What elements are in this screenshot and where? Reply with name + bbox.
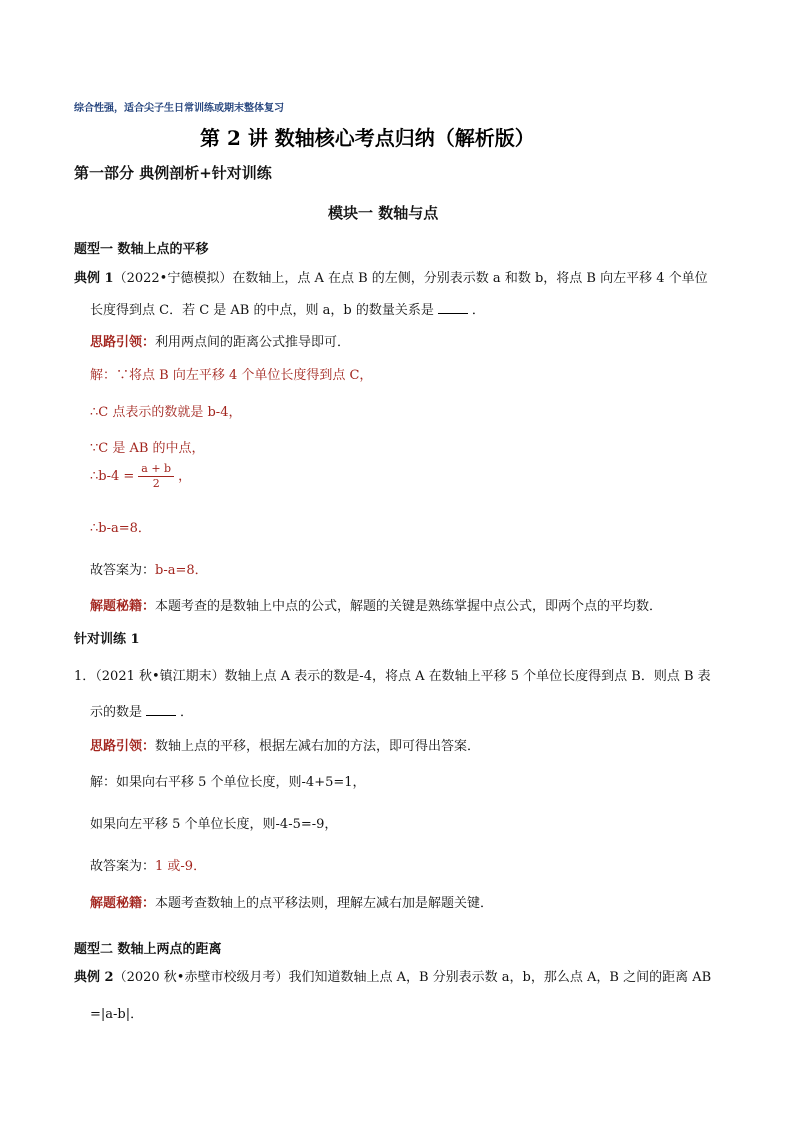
step4-suffix: ， [178, 469, 192, 484]
hint1-text: 利用两点间的距离公式推导即可． [155, 335, 351, 350]
part-heading: 第一部分 典例剖析+针对训练 [74, 164, 272, 182]
module-heading: 模块一 数轴与点 [328, 204, 439, 222]
key1-label: 解题秘籍： [90, 599, 156, 614]
answer2-value: 1 或-9． [155, 859, 207, 874]
key1 [90, 595, 662, 614]
solution1-step4 [90, 462, 191, 491]
type1-heading: 题型一 数轴上点的平移 [74, 242, 209, 257]
training1-question-line1: 1．（2021 秋•镇江期末）数轴上点 A 表示的数是-4，将点 A 在数轴上平移 5 个单位长度得到点 B．则点 B 表 [74, 669, 711, 684]
example1-end: ． [471, 303, 485, 318]
answer-blank [438, 302, 468, 314]
solution1-step2: ∴C 点表示的数就是 b-4， [90, 405, 242, 420]
example1-text: （2022•宁德模拟）在数轴上，点 A 在点 B 的左侧，分别表示数 a 和数 b，将点 B 向左平移 4 个单位 [113, 271, 708, 286]
example2-text: （2020 秋•赤壁市校级月考）我们知道数轴上点 A，B 分别表示数 a，b，那么点 A，B 之间的距离 AB [113, 970, 712, 985]
training1-question-line2 [90, 701, 193, 720]
midpoint-fraction [138, 462, 174, 491]
training1-text2: 示的数是 [90, 705, 143, 720]
example2-line2: =|a-b|． [90, 1007, 144, 1022]
example2-line1 [74, 966, 711, 985]
training1-end: ． [180, 705, 194, 720]
example2-label: 典例 2 [74, 970, 114, 985]
example1-text2: 长度得到点 C．若 C 是 AB 的中点，则 a，b 的数量关系是 [90, 303, 434, 318]
answer1-prefix: 故答案为： [90, 563, 156, 578]
answer2-prefix: 故答案为： [90, 859, 156, 874]
key1-text: 本题考查的是数轴上中点的公式，解题的关键是熟练掌握中点公式，即两个点的平均数． [155, 599, 663, 614]
example1-line2 [90, 299, 485, 318]
step4-prefix: ∴b-4 = [90, 469, 135, 484]
solution1-step5: ∴b-a=8． [90, 521, 151, 536]
hint2 [90, 735, 480, 754]
hint1 [90, 331, 350, 350]
hint2-text: 数轴上点的平移，根据左减右加的方法，即可得出答案． [155, 739, 481, 754]
answer1 [90, 559, 208, 578]
solution2-step1: 解：如果向右平移 5 个单位长度，则-4+5=1， [90, 775, 366, 790]
training1-answer-blank [146, 704, 176, 716]
answer2 [90, 855, 206, 874]
key2-label: 解题秘籍： [90, 896, 156, 911]
fraction-numerator: a + b [138, 462, 174, 477]
hint1-label: 思路引领： [90, 335, 156, 350]
training1-heading: 针对训练 1 [74, 632, 140, 647]
answer1-value: b-a=8． [155, 563, 208, 578]
example1-label: 典例 1 [74, 271, 114, 286]
header-tagline: 综合性强，适合尖子生日常训练或期末整体复习 [74, 103, 284, 114]
solution1-step3: ∵C 是 AB 的中点， [90, 441, 205, 456]
fraction-denominator: 2 [152, 477, 160, 490]
solution1-step1: 解：∵将点 B 向左平移 4 个单位长度得到点 C， [90, 368, 373, 383]
solution2-step2: 如果向左平移 5 个单位长度，则-4-5=-9， [90, 817, 338, 832]
key2 [90, 892, 493, 911]
type2-heading: 题型二 数轴上两点的距离 [74, 942, 222, 957]
example1-line1 [74, 267, 708, 286]
page-title: 第 2 讲 数轴核心考点归纳（解析版） [200, 126, 535, 150]
key2-text: 本题考查数轴上的点平移法则，理解左减右加是解题关键． [155, 896, 494, 911]
hint2-label: 思路引领： [90, 739, 156, 754]
